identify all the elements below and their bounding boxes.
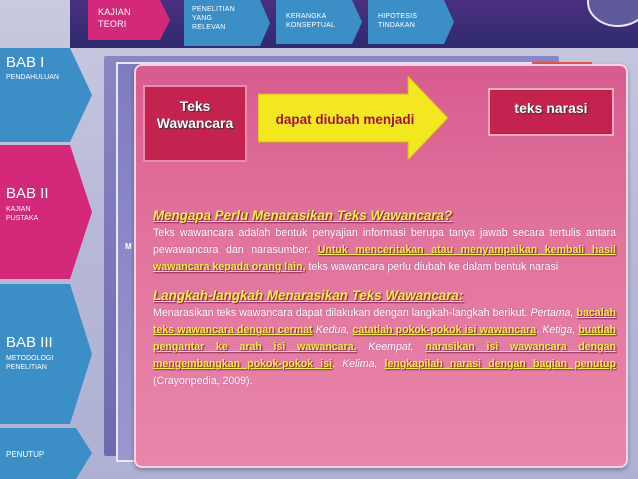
box-label: teks narasi — [514, 100, 588, 116]
step-text: bacalah teks wawancara dengan cermat — [153, 307, 616, 336]
tab-label: KAJIAN TEORI — [98, 7, 131, 29]
sidebar-item-subtitle: KAJIAN PUSTAKA — [6, 206, 39, 222]
tab-label: KERANGKA KONSEPTUAL — [286, 13, 336, 29]
sidebar-item-bab-3[interactable] — [0, 284, 92, 424]
step-label: Kelima, — [342, 358, 378, 370]
text: teks wawancara perlu diubah ke dalam bentuk narasi — [305, 261, 559, 273]
citation: (Crayonpedia, 2009). — [153, 375, 253, 387]
sidebar-item-penutup[interactable] — [0, 428, 92, 479]
tab-label: PENELITIAN YANG RELEVAN — [192, 6, 235, 31]
sidebar-item-subtitle: METODOLOGI PENELITIAN — [6, 355, 54, 371]
section-paragraph-why — [153, 225, 616, 276]
sidebar-item-title: BAB II — [6, 185, 49, 202]
sidebar-item-subtitle: PENUTUP — [6, 450, 45, 459]
content-area — [153, 208, 616, 390]
box-line: Teks — [179, 98, 211, 114]
sidebar-item-bab-1[interactable] — [0, 48, 92, 142]
hidden-letter: M — [125, 242, 132, 251]
highlight-text: Untuk menceritakan atau menyampaikan kembali hasil wawancara kepada orang lain, — [153, 244, 616, 273]
teks-narasi-box — [488, 88, 614, 136]
text: Menarasikan teks wawancara dapat dilakukan dengan langkah-langkah berikut. — [153, 307, 531, 319]
sidebar-item-title: BAB III — [6, 334, 53, 351]
section-heading-why: Mengapa Perlu Menarasikan Teks Wawancara? — [153, 208, 453, 223]
sidebar-item-title: BAB I — [6, 54, 45, 71]
step-text: catatlah pokok-pokok isi wawancara — [352, 324, 537, 336]
step-label: Kedua, — [315, 324, 350, 336]
box-line: Wawancara — [156, 115, 234, 131]
sidebar-item-subtitle: PENDAHULUAN — [6, 74, 59, 81]
step-label: Pertama, — [530, 307, 574, 319]
step-label: Keempat, — [368, 341, 414, 353]
step-label: Ketiga, — [542, 324, 576, 336]
tab-hipotesis-tindakan[interactable] — [368, 0, 454, 44]
section-paragraph-steps: Menarasikan teks wawancara dapat dilakukan dengan langkah-langkah berikut. Pertama, bacalah teks wawancara dengan cermat Kedua, catatlah pokok-pokok isi wawancara. Ketiga, buatlah pengantar ke arah isi wawancara. Keempat, narasikan isi wawancara dengan mengembangkan pokok-pokok isi. Kelima, lengkapilah narasi dengan bagian penutup (Crayonpedia, 2009). — [153, 307, 616, 387]
teks-wawancara-box — [143, 85, 247, 162]
sidebar-item-bab-2[interactable] — [0, 145, 92, 279]
tab-label: HIPOTESIS TINDAKAN — [378, 13, 418, 29]
tab-penelitian-yang-relevan[interactable] — [184, 0, 270, 46]
step-text: buatlah pengantar ke arah isi wawancara. — [153, 324, 616, 353]
step-text: lengkapilah narasi dengan bagian penutup — [384, 358, 616, 370]
tab-kerangka-konseptual[interactable] — [276, 0, 362, 44]
step-text: narasikan isi wawancara dengan mengembangkan pokok-pokok isi — [153, 341, 616, 370]
tab-kajian-teori[interactable] — [88, 0, 170, 40]
arrow-label: dapat diubah menjadi — [275, 112, 415, 127]
section-heading-steps: Langkah-langkah Menarasikan Teks Wawancara: — [153, 288, 464, 303]
home-button-icon[interactable] — [578, 0, 638, 30]
text: Teks wawancara adalah bentuk penyajian informasi berupa tanya jawab secara tertulis antara pewawancara dan narasumber. — [153, 227, 616, 256]
